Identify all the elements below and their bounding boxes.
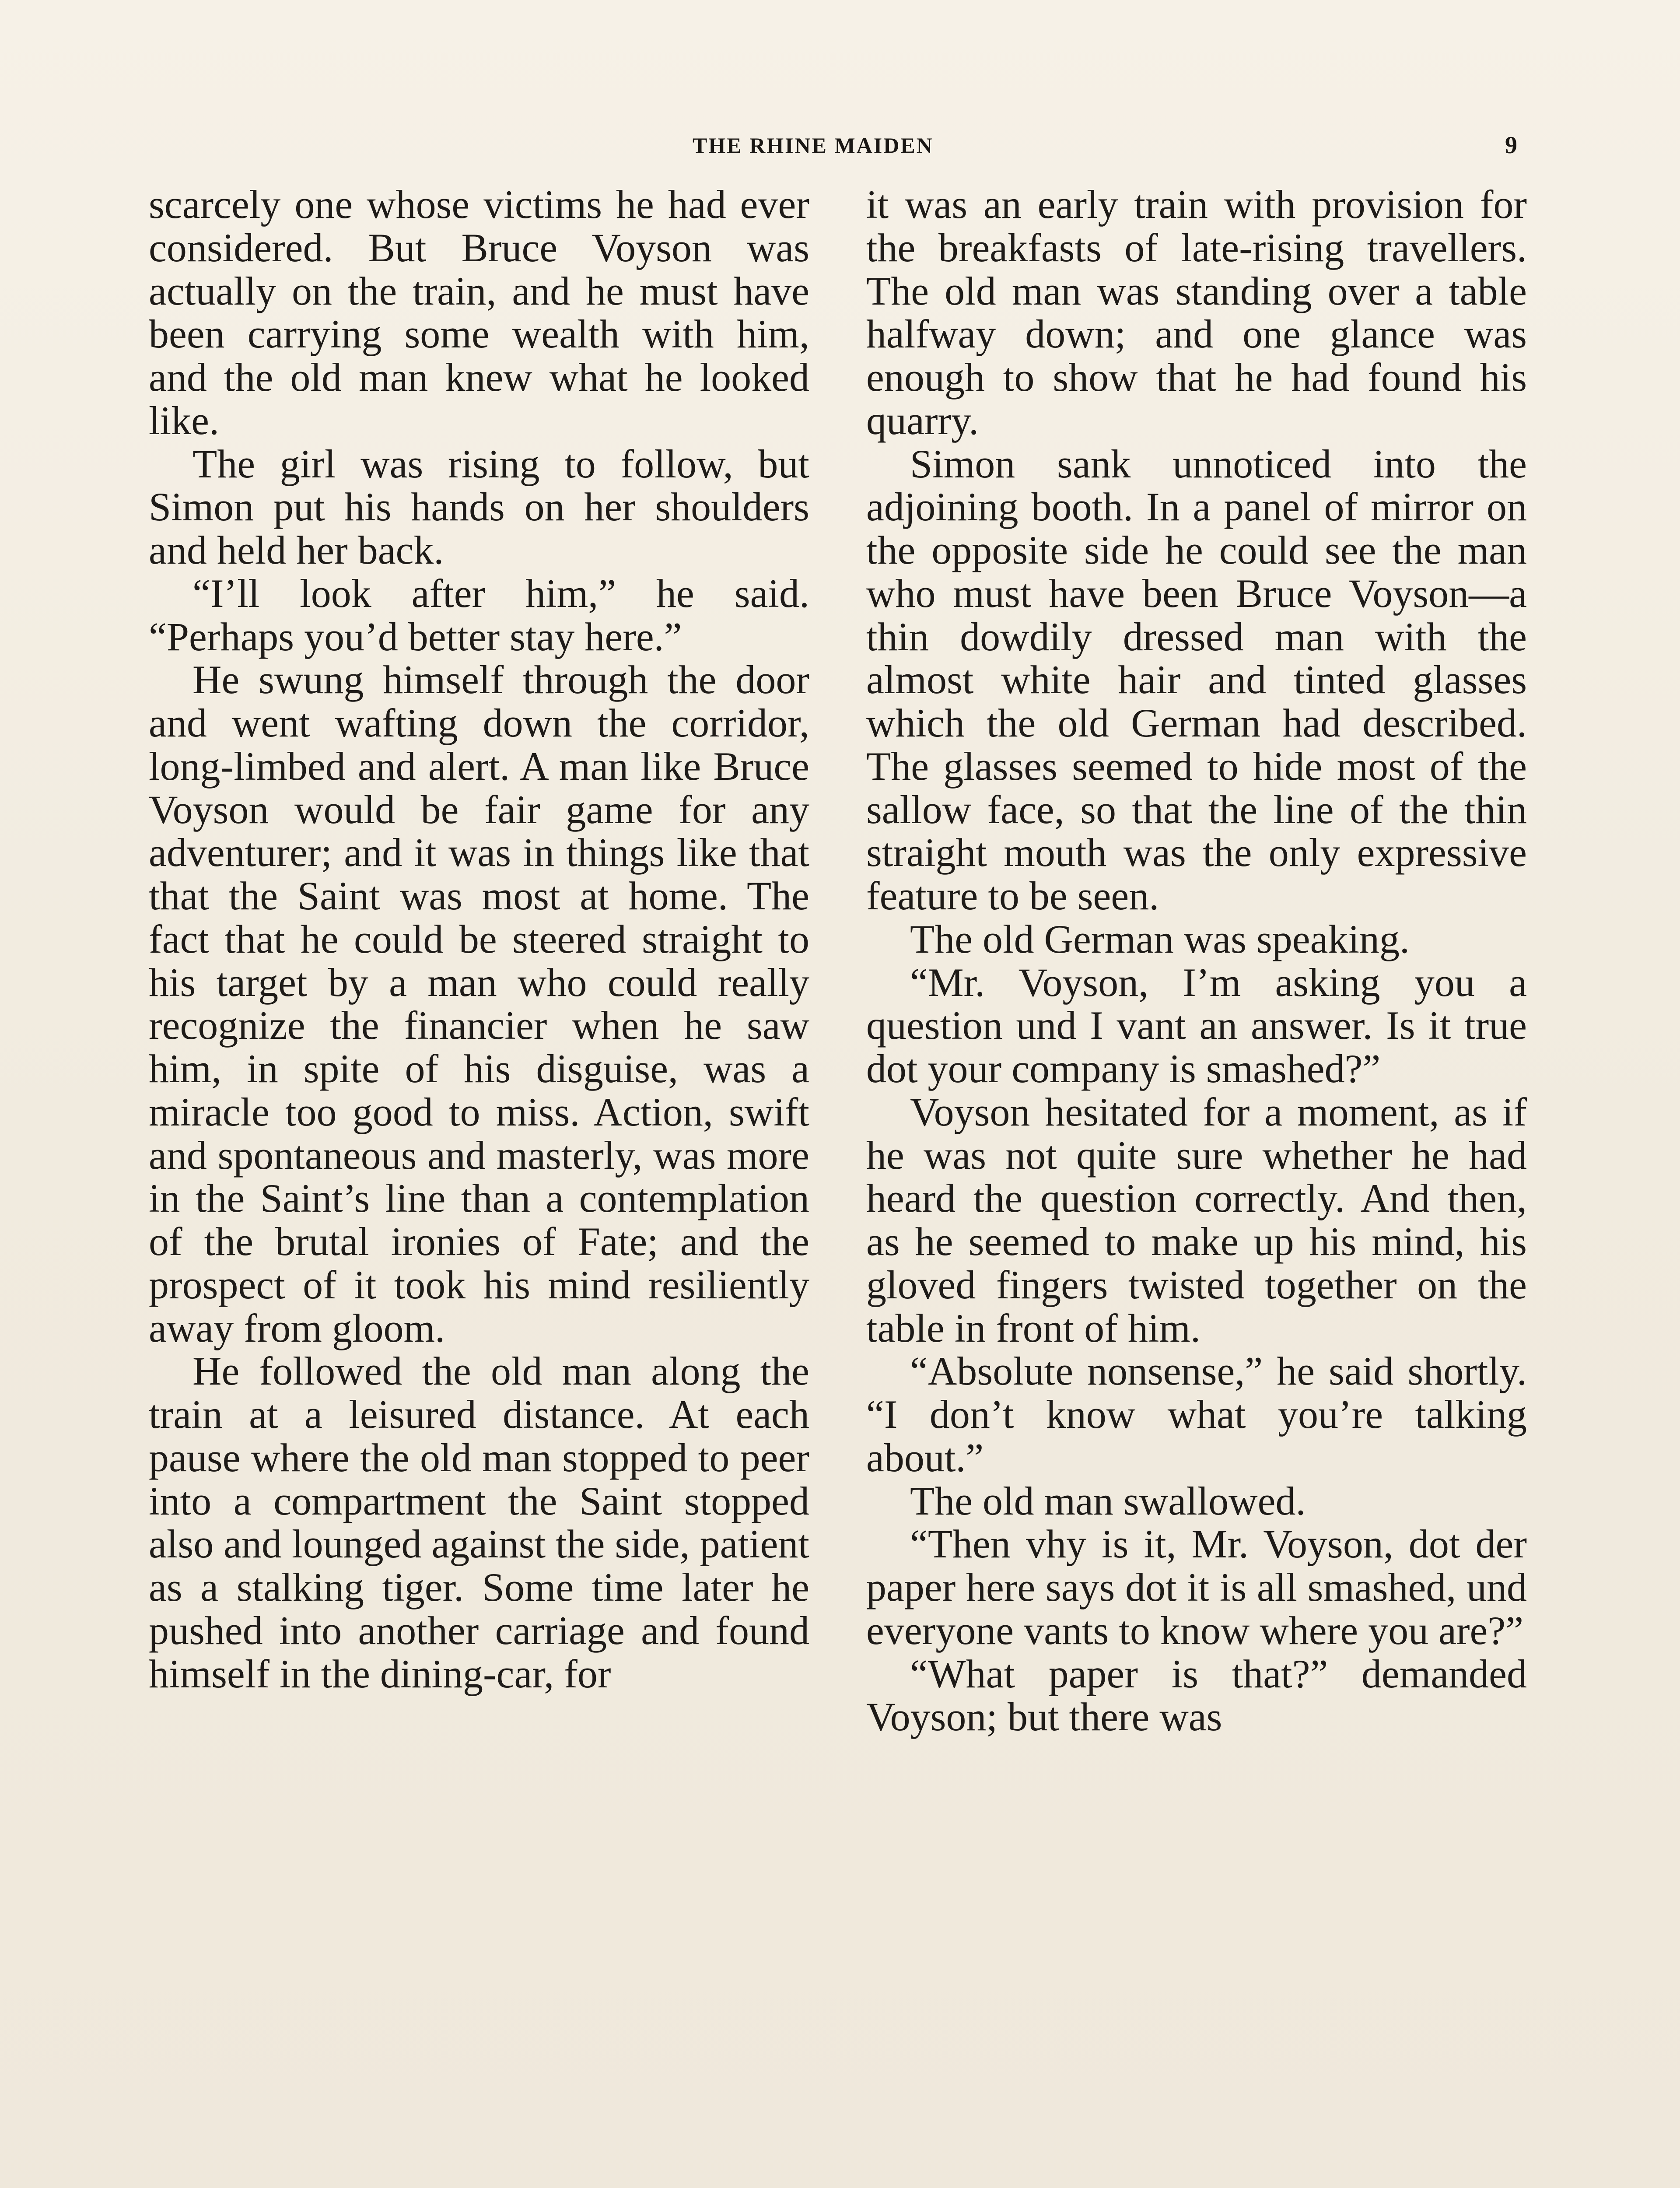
paragraph: The girl was rising to follow, but Simon put his hands on her shoulders and held her back. — [149, 441, 809, 572]
paragraph: scarcely one whose victims he had ever considered. But Bruce Voyson was actually on the train, and he must have been carrying some wealth with him, and the old man knew what he looked like. — [149, 182, 809, 443]
paragraph: “Absolute nonsense,” he said shortly. “I don’t know what you’re talking about.” — [866, 1349, 1527, 1480]
running-header — [0, 128, 1680, 163]
paragraph: The old German was speaking. — [910, 916, 1410, 961]
paragraph: Voyson hesitated for a moment, as if he was not quite sure whether he had heard the question correctly. And then, as he seemed to make up his mind, his gloved fingers twisted together on the table in front of him. — [866, 1089, 1527, 1350]
page-number: 9 — [1505, 132, 1517, 159]
paragraph: it was an early train with provision for the breakfasts of late-rising travellers. The old man was standing over a table halfway down; and one glance was enough to show that he had found his quarry. — [866, 182, 1527, 443]
paragraph: “I’ll look after him,” he said. “Perhaps you’d better stay here.” — [149, 571, 809, 659]
paragraph: Simon sank unnoticed into the adjoining booth. In a panel of mirror on the opposite side he could see the man who must have been Bruce Voyson—a thin dowdily dressed man with the almost white hair and tinted glasses which the old German had described. The glasses seemed to hide most of the sallow face, so that the line of the thin straight mouth was the only expressive feature to be seen. — [866, 441, 1527, 918]
paragraph: He followed the old man along the train at a leisured distance. At each pause where the old man stopped to peer into a compartment the Saint stopped also and lounged against the side, patient as a stalking tiger. Some time later he pushed into another carriage and found himself in the dining-car, for — [149, 1349, 809, 1696]
paragraph: The old man swallowed. — [910, 1478, 1306, 1523]
paragraph: “What paper is that?” demanded Voyson; but there was — [866, 1651, 1527, 1739]
paragraph: “Mr. Voyson, I’m asking you a question und I vant an answer. Is it true dot your company is smashed?” — [866, 960, 1527, 1091]
running-title: THE RHINE MAIDEN — [693, 133, 934, 158]
paragraph: “Then vhy is it, Mr. Voyson, dot der paper here says dot it is all smashed, und everyone vants to know where you are?” — [866, 1522, 1527, 1653]
paragraph: He swung himself through the door and went wafting down the corridor, long-limbed and alert. A man like Bruce Voyson would be fair game for any adventurer; and it was in things like that that the Saint was most at home. The fact that he could be steered straight to his target by a man who could really recognize the financier when he saw him, in spite of his disguise, was a miracle too good to miss. Action, swift and spontaneous and masterly, was more in the Saint’s line than a contemplation of the brutal ironies of Fate; and the prospect of it took his mind resiliently away from gloom. — [149, 657, 809, 1350]
left-column — [149, 183, 809, 1695]
right-column — [866, 183, 1527, 1739]
